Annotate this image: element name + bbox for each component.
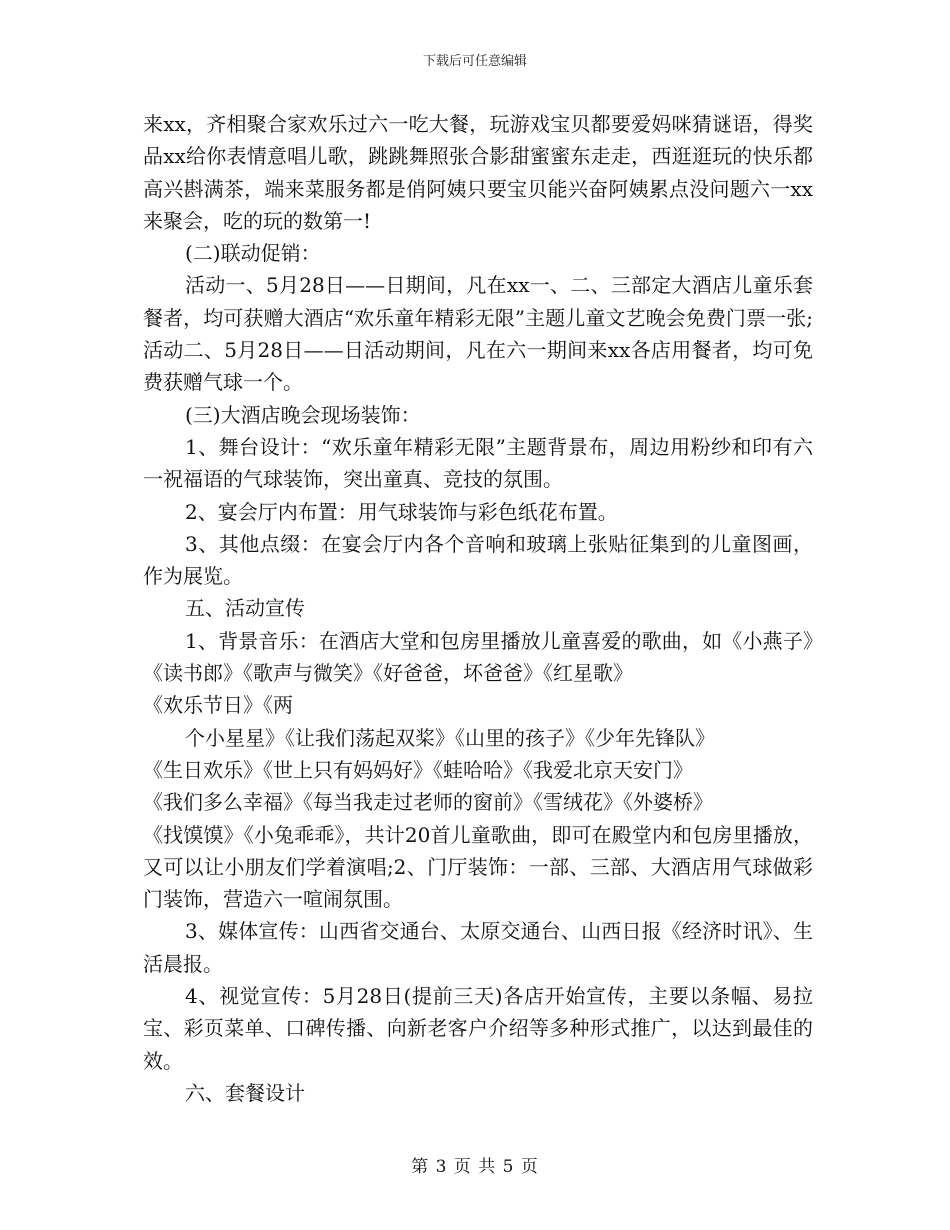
- song-list-line-1: 《欢乐节日》《两: [143, 693, 293, 718]
- song-list-line-3: 《生日欢乐》《世上只有妈妈好》《蛙哈哈》《我爱北京天安门》: [143, 757, 693, 782]
- section-heading-publicity: 五、活动宣传: [185, 596, 305, 621]
- paragraph-stage-design: 1、舞台设计：“欢乐童年精彩无限”主题背景布，周边用粉纱和印有六一祝福语的气球装饰，突出童真、竞技的氛围。: [143, 434, 813, 492]
- song-list-line-2: 个小星星》《让我们荡起双桨》《山里的孩子》《少年先锋队》: [185, 725, 715, 750]
- document-body: [143, 108, 813, 1109]
- section-heading-venue-decoration: (三)大酒店晚会现场装饰：: [185, 402, 421, 427]
- section-heading-package-design: 六、套餐设计: [185, 1080, 305, 1105]
- song-list-line-4: 《我们多么幸福》《每当我走过老师的窗前》《雪绒花》《外婆桥》: [143, 790, 713, 815]
- paragraph-background-music: 1、背景音乐：在酒店大堂和包房里播放儿童喜爱的歌曲，如《小燕子》《读书郎》《歌声与微笑》《好爸爸，坏爸爸》《红星歌》: [143, 628, 813, 686]
- page-number: 第 3 页 共 5 页: [411, 1157, 539, 1177]
- paragraph-1: 来xx，齐相聚合家欢乐过六一吃大餐，玩游戏宝贝都要爱妈咪猜谜语，得奖品xx给你表情意唱儿歌，跳跳舞照张合影甜蜜蜜东走走，西逛逛玩的快乐都高兴斟满茶，端来菜服务都是俏阿姨只要宝贝能兴奋阿姨累点没问题六一xx来聚会，吃的玩的数第一!: [143, 112, 813, 233]
- paragraph-other-decor: 3、其他点缀：在宴会厅内各个音响和玻璃上张贴征集到的儿童图画，作为展览。: [143, 531, 813, 589]
- paragraph-media-publicity: 3、媒体宣传：山西省交通台、太原交通台、山西日报《经济时讯》、生活晨报。: [143, 919, 813, 976]
- paragraph-visual-publicity: 4、视觉宣传：5月28日(提前三天)各店开始宣传，主要以条幅、易拉宝、彩页菜单、口碑传播、向新老客户介绍等多种形式推广，以达到最佳的效。: [143, 984, 813, 1073]
- song-list-line-5: 《找馍馍》《小兔乖乖》，共计20首儿童歌曲，即可在殿堂内和包房里播放，又可以让小朋友们学着演唱;2、门厅装饰：一部、三部、大酒店用气球做彩门装饰，营造六一喧闹氛围。: [143, 822, 813, 912]
- page-header: 下载后可任意编辑: [422, 54, 527, 69]
- section-heading-linked-promotion: (二)联动促销：: [185, 241, 321, 266]
- paragraph-hall-layout: 2、宴会厅内布置：用气球装饰与彩色纸花布置。: [185, 499, 618, 524]
- paragraph-activities: 活动一、5月28日——日期间，凡在xx一、二、三部定大酒店儿童乐套餐者，均可获赠大酒店“欢乐童年精彩无限”主题儿童文艺晚会免费门票一张;活动二、5月28日——日活动期间，凡在六一期间来xx各店用餐者，均可免费获赠气球一个。: [143, 273, 813, 395]
